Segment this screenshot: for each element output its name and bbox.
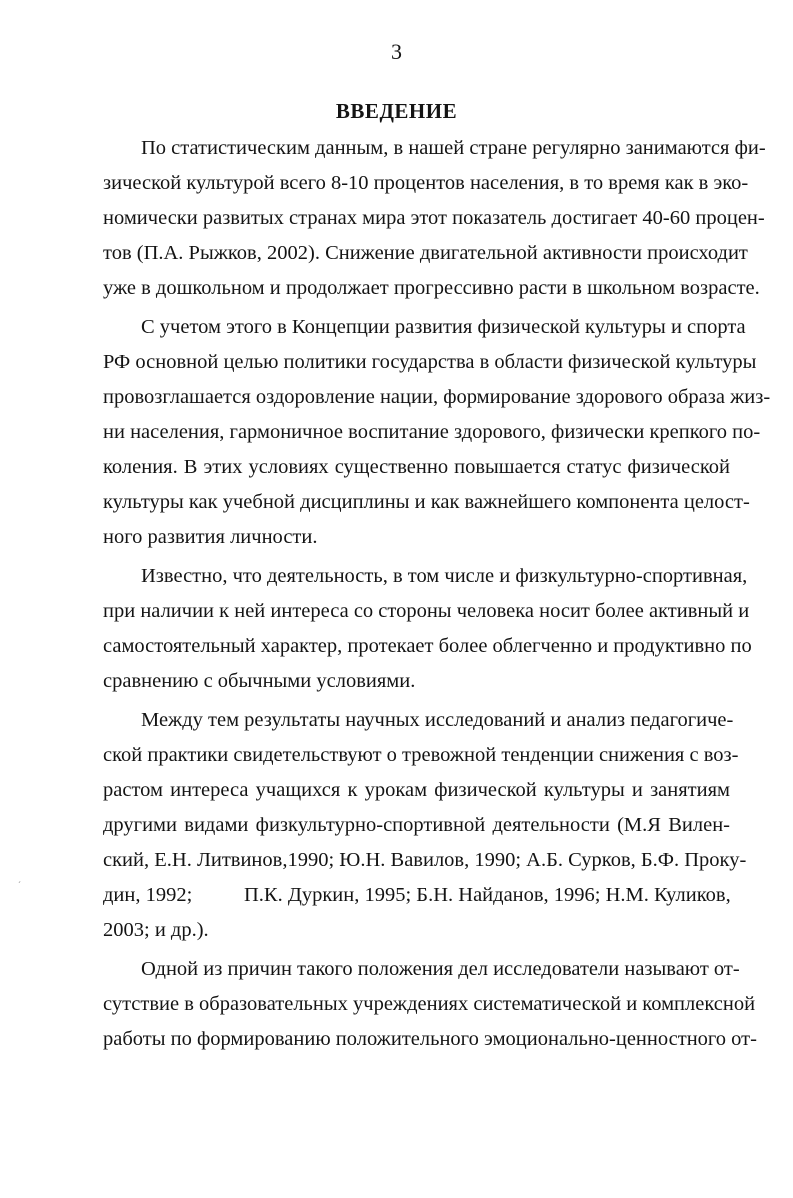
text-line: зической культурой всего 8-10 процентов населения, в то время как в эко- bbox=[103, 172, 749, 194]
text-line: С учетом этого в Концепции развития физической культуры и спорта bbox=[141, 316, 746, 338]
text-line: Известно, что деятельность, в том числе и физкультурно-спортивная, bbox=[141, 565, 748, 587]
text-line: ский, Е.Н. Литвинов,1990; Ю.Н. Вавилов, 1990; А.Б. Сурков, Б.Ф. Проку- bbox=[103, 849, 747, 871]
page-number: 3 bbox=[391, 39, 402, 64]
text-line: другими видами физкультурно-спортивной деятельности (М.Я Вилен- bbox=[103, 814, 730, 836]
text-line: ской практики свидетельствуют о тревожной тенденции снижения с воз- bbox=[103, 744, 739, 766]
text-line: уже в дошкольном и продолжает прогрессивно расти в школьном возрасте. bbox=[103, 277, 760, 299]
text-line: ни населения, гармоничное воспитание здорового, физически крепкого по- bbox=[103, 421, 761, 443]
text-line: при наличии к ней интереса со стороны человека носит более активный и bbox=[103, 600, 750, 622]
text-line: П.К. Дуркин, 1995; Б.Н. Найданов, 1996; Н.М. Куликов, bbox=[244, 884, 731, 906]
text-line: растом интереса учащихся к урокам физической культуры и занятиям bbox=[103, 779, 730, 801]
text-line: культуры как учебной дисциплины и как важнейшего компонента целост- bbox=[103, 491, 750, 513]
text-line: РФ основной целью политики государства в области физической культуры bbox=[103, 351, 757, 373]
text-line: тов (П.А. Рыжков, 2002). Снижение двигательной активности происходит bbox=[103, 242, 748, 264]
text-line: провозглашается оздоровление нации, формирование здорового образа жиз- bbox=[103, 386, 771, 408]
margin-mark: ´ bbox=[18, 880, 21, 890]
text-line: Между тем результаты научных исследований и анализ педагогиче- bbox=[141, 709, 734, 731]
text-line: номически развитых странах мира этот показатель достигает 40-60 процен- bbox=[103, 207, 765, 229]
text-line: Одной из причин такого положения дел исследователи называют от- bbox=[141, 958, 740, 980]
text-line: По статистическим данным, в нашей стране регулярно занимаются фи- bbox=[141, 137, 766, 159]
section-heading: ВВЕДЕНИЕ bbox=[335, 99, 458, 123]
text-line: работы по формированию положительного эмоционально-ценностного от- bbox=[103, 1028, 757, 1050]
text-line: коления. В этих условиях существенно повышается статус физической bbox=[103, 456, 730, 478]
text-line: сравнению с обычными условиями. bbox=[103, 670, 416, 692]
text-line: ного развития личности. bbox=[103, 526, 318, 548]
text-line: самостоятельный характер, протекает более облегченно и продуктивно по bbox=[103, 635, 752, 657]
text-line: сутствие в образовательных учреждениях систематической и комплексной bbox=[103, 993, 756, 1015]
text-line: 2003; и др.). bbox=[103, 919, 209, 941]
text-line: дин, 1992; bbox=[103, 884, 193, 906]
